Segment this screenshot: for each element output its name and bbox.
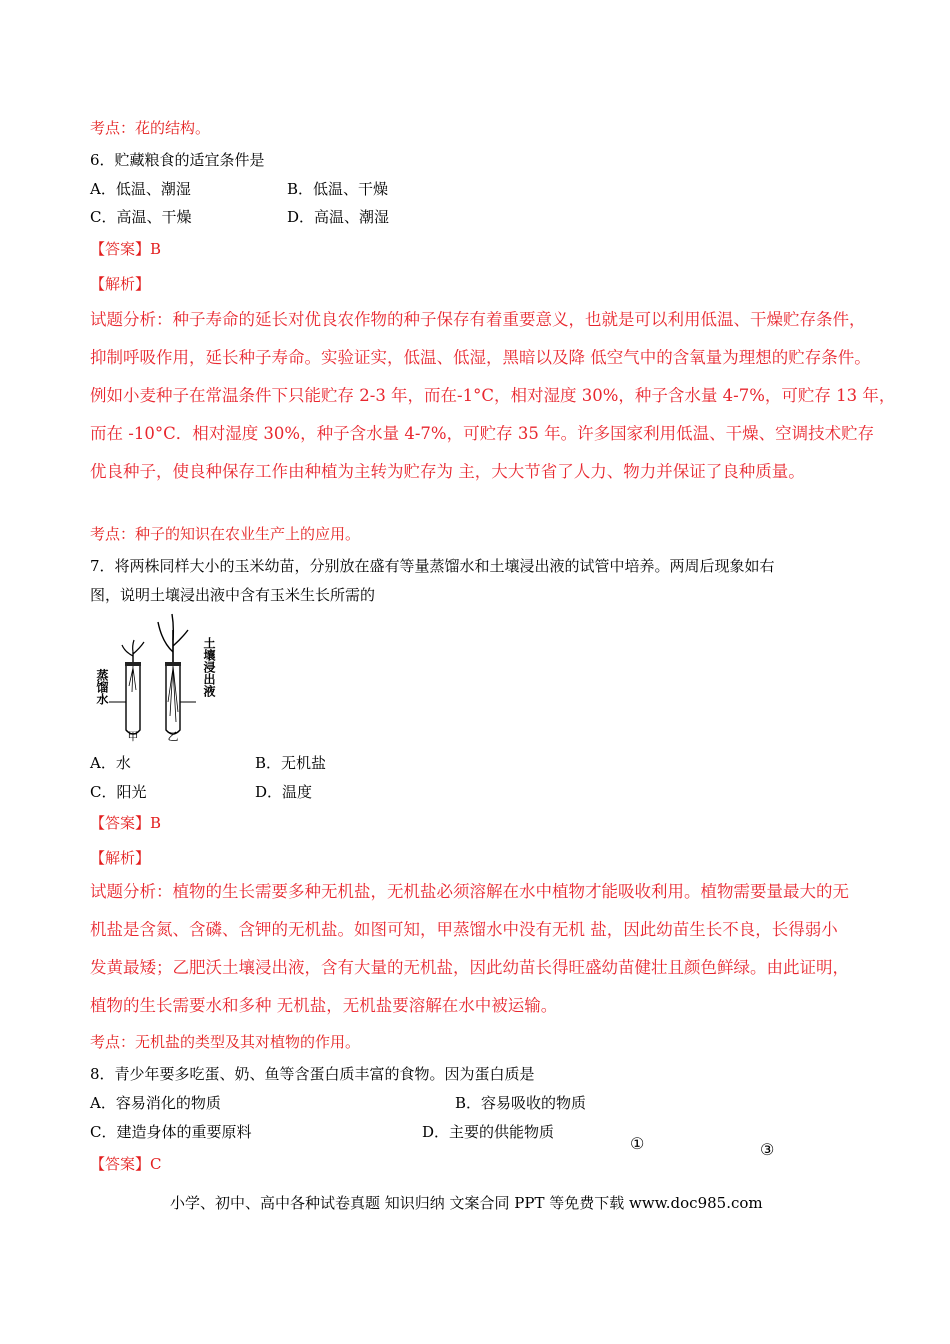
q7-answer: 【答案】B: [90, 814, 162, 832]
q6-option-d: D．高温、潮湿: [287, 208, 390, 226]
q6-option-c: C．高温、干燥: [90, 208, 192, 226]
q7-analysis-line-3: 发黄最矮；乙肥沃土壤浸出液，含有大量的无机盐，因此幼苗长得旺盛幼苗健壮且颜色鲜绿。由此证明，: [90, 958, 849, 977]
q6-analysis-line-1: 试题分析：种子寿命的延长对优良农作物的种子保存有着重要意义，也就是可以利用低温、干燥贮存条件，: [90, 310, 866, 329]
q6-jiexi-heading: 【解析】: [90, 275, 151, 293]
q8-option-a: A．容易消化的物质: [90, 1094, 221, 1112]
tube-label-yi: 乙: [167, 730, 179, 743]
circled-mark-3: ③: [760, 1140, 775, 1159]
q8-option-b: B．容易吸收的物质: [455, 1094, 587, 1112]
kaodian-q5: 考点：花的结构。: [90, 119, 211, 137]
tube-label-jia: 甲: [127, 730, 139, 743]
q6-analysis-line-3: 例如小麦种子在常温条件下只能贮存 2-3 年，而在-1°C，相对湿度 30%，种子含水量 4-7%，可贮存 13 年，: [90, 386, 896, 405]
q7-analysis-line-2: 机盐是含氮、含磷、含钾的无机盐。如图可知，甲蒸馏水中没有无机 盐，因此幼苗生长不良，长得弱小: [90, 920, 838, 939]
q7-analysis-line-1: 试题分析：植物的生长需要多种无机盐，无机盐必须溶解在水中植物才能吸收利用。植物需要量最大的无: [90, 882, 849, 901]
q7-option-b: B．无机盐: [255, 754, 327, 772]
question-8-stem: 8．青少年要多吃蛋、奶、鱼等含蛋白质丰富的食物。因为蛋白质是: [90, 1065, 535, 1083]
q6-answer: 【答案】B: [90, 240, 162, 258]
q7-analysis-line-4: 植物的生长需要水和多种 无机盐，无机盐要溶解在水中被运输。: [90, 996, 558, 1015]
q7-option-d: D．温度: [255, 783, 313, 801]
q8-option-d: D．主要的供能物质: [422, 1123, 555, 1141]
q6-analysis-line-4: 而在 -10°C．相对湿度 30%，种子含水量 4-7%，可贮存 35 年。许多国家利用低温、干燥、空调技术贮存: [90, 424, 875, 443]
q6-analysis-line-5: 优良种子，使良种保存工作由种植为主转为贮存为 主，大大节省了人力、物力并保证了良种质量。: [90, 462, 805, 481]
circled-mark-1: ①: [630, 1134, 645, 1153]
question-7-stem-line-1: 7．将两株同样大小的玉米幼苗，分别放在盛有等量蒸馏水和土壤浸出液的试管中培养。两周后现象如右: [90, 557, 775, 575]
kaodian-q6: 考点：种子的知识在农业生产上的应用。: [90, 525, 361, 543]
q7-option-c: C．阳光: [90, 783, 147, 801]
q8-answer: 【答案】C: [90, 1155, 162, 1173]
seedling-test-tube-figure: [92, 612, 224, 744]
q8-option-c: C．建造身体的重要原料: [90, 1123, 252, 1141]
page-footer: 小学、初中、高中各种试卷真题 知识归纳 文案合同 PPT 等免费下载 www.doc985.com: [170, 1194, 763, 1212]
figure-label-distilled-water: 蒸馏水: [95, 669, 109, 705]
q6-option-a: A．低温、潮湿: [90, 180, 191, 198]
question-7-stem-line-2: 图，说明土壤浸出液中含有玉米生长所需的: [90, 586, 376, 604]
q6-analysis-line-2: 抑制呼吸作用，延长种子寿命。实验证实，低温、低湿，黑暗以及降 低空气中的含氧量为理想的贮存条件。: [90, 348, 871, 367]
figure-label-soil-extract: 土壤浸出液: [202, 637, 216, 697]
q7-jiexi-heading: 【解析】: [90, 849, 151, 867]
q7-option-a: A．水: [90, 754, 131, 772]
question-6-stem: 6．贮藏粮食的适宜条件是: [90, 151, 265, 169]
kaodian-q7: 考点：无机盐的类型及其对植物的作用。: [90, 1033, 361, 1051]
q6-option-b: B．低温、干燥: [287, 180, 389, 198]
